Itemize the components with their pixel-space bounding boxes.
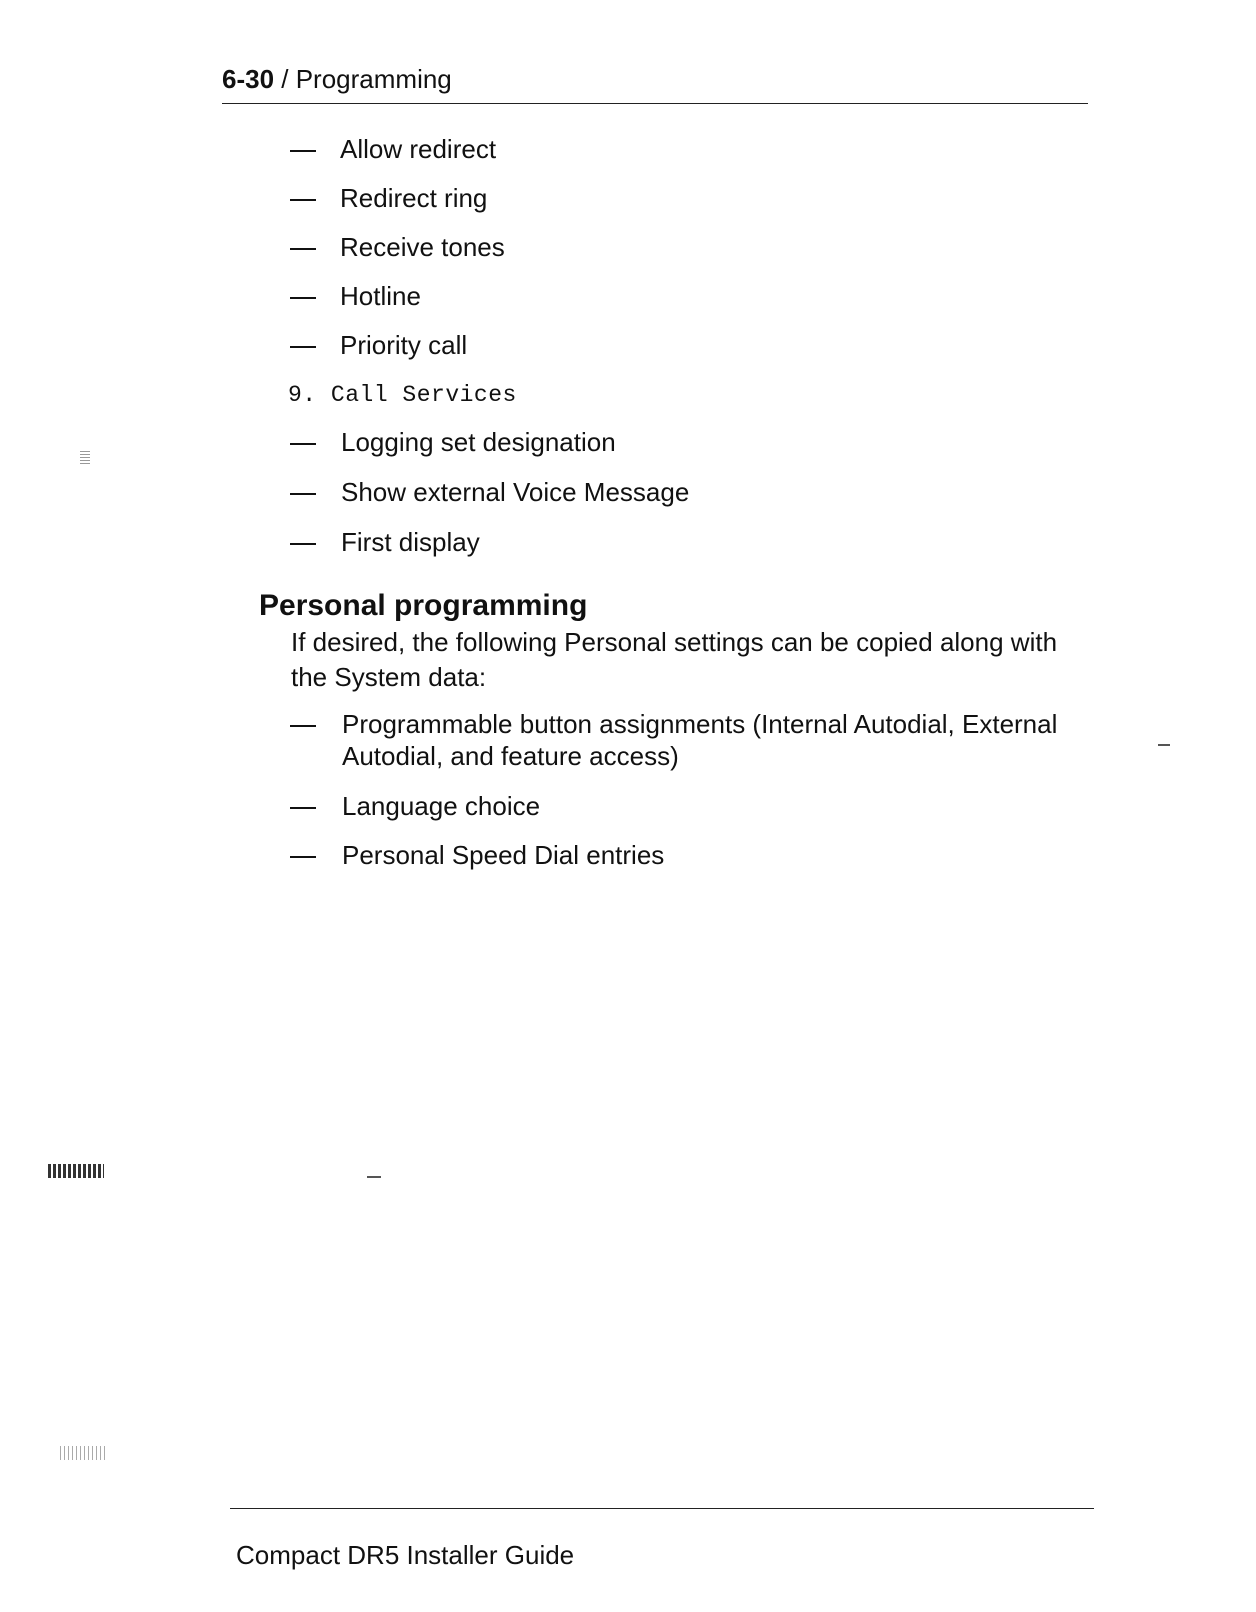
footer-rule	[230, 1508, 1094, 1509]
dash-bullet	[290, 807, 316, 809]
scan-artifact	[60, 1446, 106, 1460]
dash-bullet	[290, 443, 316, 445]
list-item: Show external Voice Message	[341, 477, 690, 507]
header-rule	[222, 103, 1088, 104]
list-item: Programmable button assignments (Internal Autodial, External Autodial, and feature access)	[342, 709, 1058, 771]
section-intro: If desired, the following Personal settings can be copied along with the System data:	[291, 627, 1058, 692]
dash-bullet	[290, 199, 316, 201]
scan-artifact	[367, 1176, 381, 1178]
list-item: Allow redirect	[340, 134, 497, 164]
page-number: 6-30	[222, 64, 275, 94]
list-item: Redirect ring	[340, 183, 488, 213]
scan-artifact	[80, 450, 90, 464]
dash-bullet	[290, 297, 316, 299]
list-item: Hotline	[340, 281, 421, 311]
list-item: Logging set designation	[341, 427, 616, 457]
dash-bullet	[290, 346, 316, 348]
scan-artifact	[48, 1164, 104, 1178]
section-heading: Personal programming	[259, 589, 588, 622]
list-item: First display	[341, 527, 480, 557]
dash-bullet	[290, 856, 316, 858]
header-separator: /	[274, 64, 296, 94]
dash-bullet	[290, 725, 316, 727]
scan-artifact	[1158, 744, 1170, 746]
dash-bullet	[290, 543, 316, 545]
list-item: Receive tones	[340, 232, 505, 262]
page-header	[222, 64, 452, 95]
menu-heading-call-services: 9. Call Services	[288, 382, 517, 408]
list-item: Priority call	[340, 330, 468, 360]
dash-bullet	[290, 493, 316, 495]
section-name: Programming	[295, 64, 452, 94]
dash-bullet	[290, 150, 316, 152]
footer-title: Compact DR5 Installer Guide	[236, 1540, 575, 1570]
list-item: Language choice	[342, 791, 541, 821]
dash-bullet	[290, 248, 316, 250]
list-item: Personal Speed Dial entries	[342, 840, 665, 870]
